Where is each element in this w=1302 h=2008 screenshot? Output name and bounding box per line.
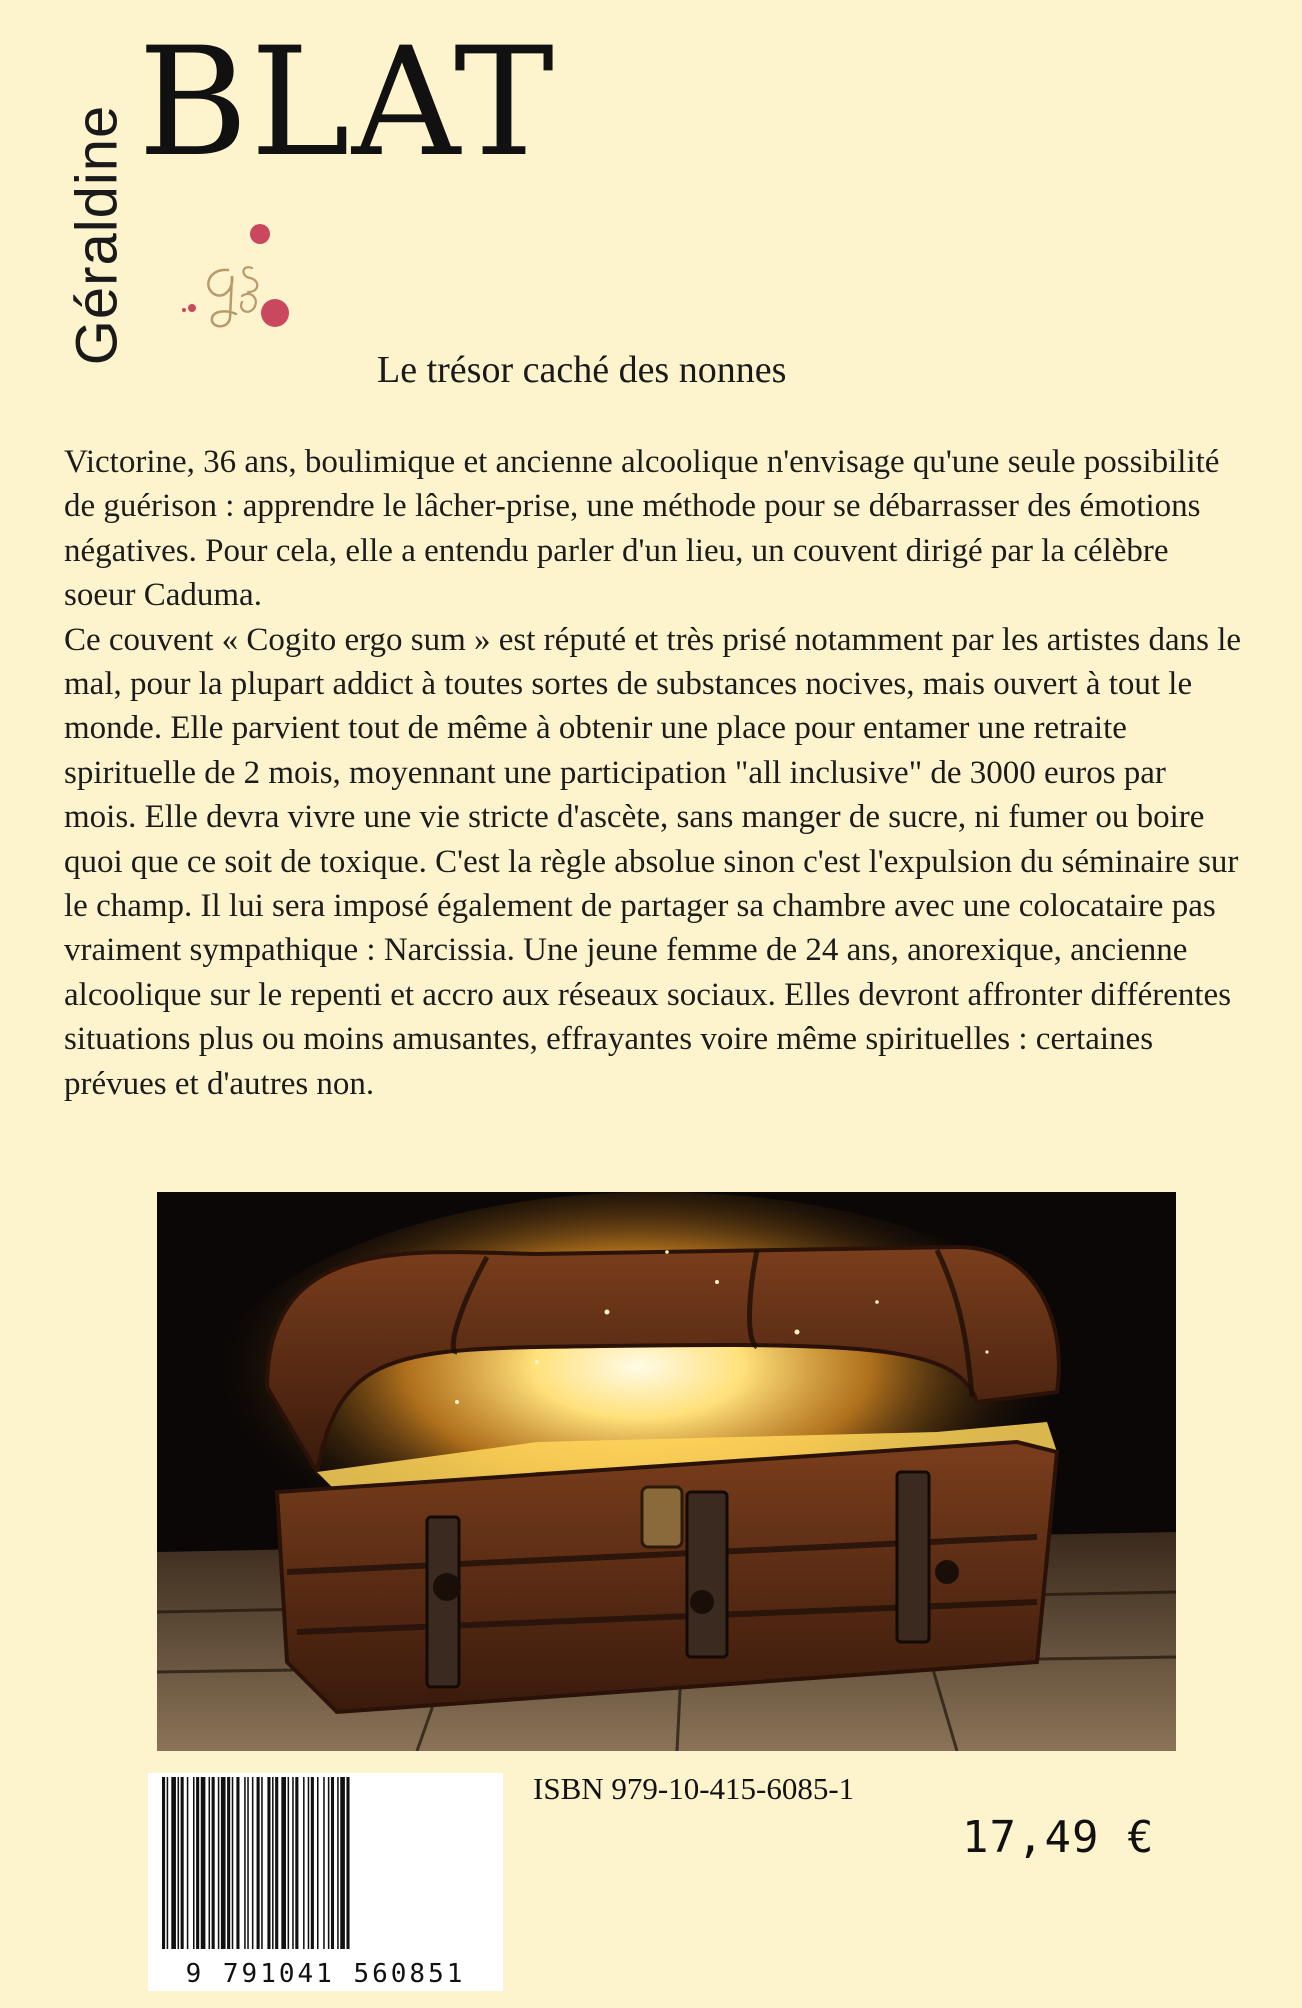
barcode-bar	[331, 1777, 334, 1949]
barcode-bar	[232, 1777, 234, 1949]
barcode-bar	[261, 1777, 263, 1949]
barcode-bar	[340, 1777, 345, 1949]
isbn-number: ISBN 979-10-415-6085-1	[533, 1771, 855, 1806]
author-last-name: BLAT	[138, 16, 557, 190]
barcode-bar	[275, 1777, 278, 1949]
barcode-bar	[272, 1777, 274, 1949]
isbn-barcode	[148, 1773, 503, 1991]
barcode-bar	[295, 1777, 298, 1949]
author-first-name	[62, 62, 132, 407]
barcode-bar	[323, 1777, 325, 1949]
barcode-bar	[257, 1777, 260, 1949]
barcode-bar	[288, 1777, 290, 1949]
barcode-bar	[346, 1777, 349, 1949]
barcode-bar	[171, 1777, 176, 1949]
barcode-bar	[187, 1777, 189, 1949]
barcode-bar	[221, 1777, 226, 1949]
barcode-bar	[227, 1777, 230, 1949]
barcode-bar	[193, 1777, 195, 1949]
barcode-bar	[181, 1777, 184, 1949]
barcode-bar	[311, 1777, 314, 1949]
synopsis-paragraph: Ce couvent « Cogito ergo sum » est réputé et très prisé notamment par les artistes dans le mal, pour la plupart addict à toutes sortes de substances nocives, mais ouvert à tout le monde. Elle parvient tout de même à obtenir une place pour entamer une retraite spirituelle de 2 mois, moyennant une participation "all inclusive" de 3000 euros par mois. Elle devra vivre une vie stricte d'ascète, sans manger de sucre, ni fumer ou boire quoi que ce soit de toxique. C'est la règle absolue sinon c'est l'expulsion du séminaire sur le champ. Il lui sera imposé également de partager sa chambre avec une colocataire pas vraiment sympathique : Narcissia. Une jeune femme de 24 ans, anorexique, ancienne alcoolique sur le repenti et accro aux réseaux sociaux. Elles devront affronter différentes situations plus ou moins amusantes, effrayantes voire même spirituelles : certaines prévues et d'autres non.	[64, 621, 1242, 1102]
barcode-bar	[303, 1777, 305, 1949]
barcode-bar	[178, 1777, 180, 1949]
book-subtitle: Le trésor caché des nonnes	[377, 349, 787, 391]
barcode-bar	[162, 1777, 165, 1949]
barcode-bar	[252, 1777, 254, 1949]
barcode-bar	[218, 1777, 220, 1949]
barcode-bar	[212, 1777, 215, 1949]
barcode-bar	[196, 1777, 199, 1949]
barcode-bar	[244, 1777, 246, 1949]
publisher-gs-logo-icon	[180, 218, 305, 343]
book-synopsis	[64, 440, 1244, 1106]
barcode-bar	[328, 1777, 330, 1949]
book-price: 17,49 €	[962, 1812, 1155, 1863]
barcode-bar	[167, 1777, 169, 1949]
treasure-chest-icon	[157, 1192, 1176, 1751]
barcode-bar	[267, 1777, 270, 1949]
barcode-bar	[209, 1777, 211, 1949]
barcode-bar	[201, 1777, 206, 1949]
barcode-bar	[317, 1777, 319, 1949]
barcode-bar	[337, 1777, 339, 1949]
synopsis-paragraph: Victorine, 36 ans, boulimique et ancienne alcoolique n'envisage qu'une seule possibilité de guérison : apprendre le lâcher-prise, une méthode pour se débarrasser des émotions négatives. Pour cela, elle a entendu parler d'un lieu, un couvent dirigé par la célèbre soeur Caduma.	[64, 444, 1220, 614]
barcode-bar	[308, 1777, 310, 1949]
barcode-bars	[148, 1773, 503, 1953]
author-first-name-text: Géraldine	[64, 104, 130, 365]
barcode-bar	[236, 1777, 239, 1949]
barcode-bar	[247, 1777, 249, 1949]
barcode-digits: 9 791041 560851	[185, 1959, 466, 1989]
barcode-bar	[281, 1777, 286, 1949]
treasure-chest-illustration	[157, 1192, 1176, 1751]
barcode-bar	[292, 1777, 294, 1949]
